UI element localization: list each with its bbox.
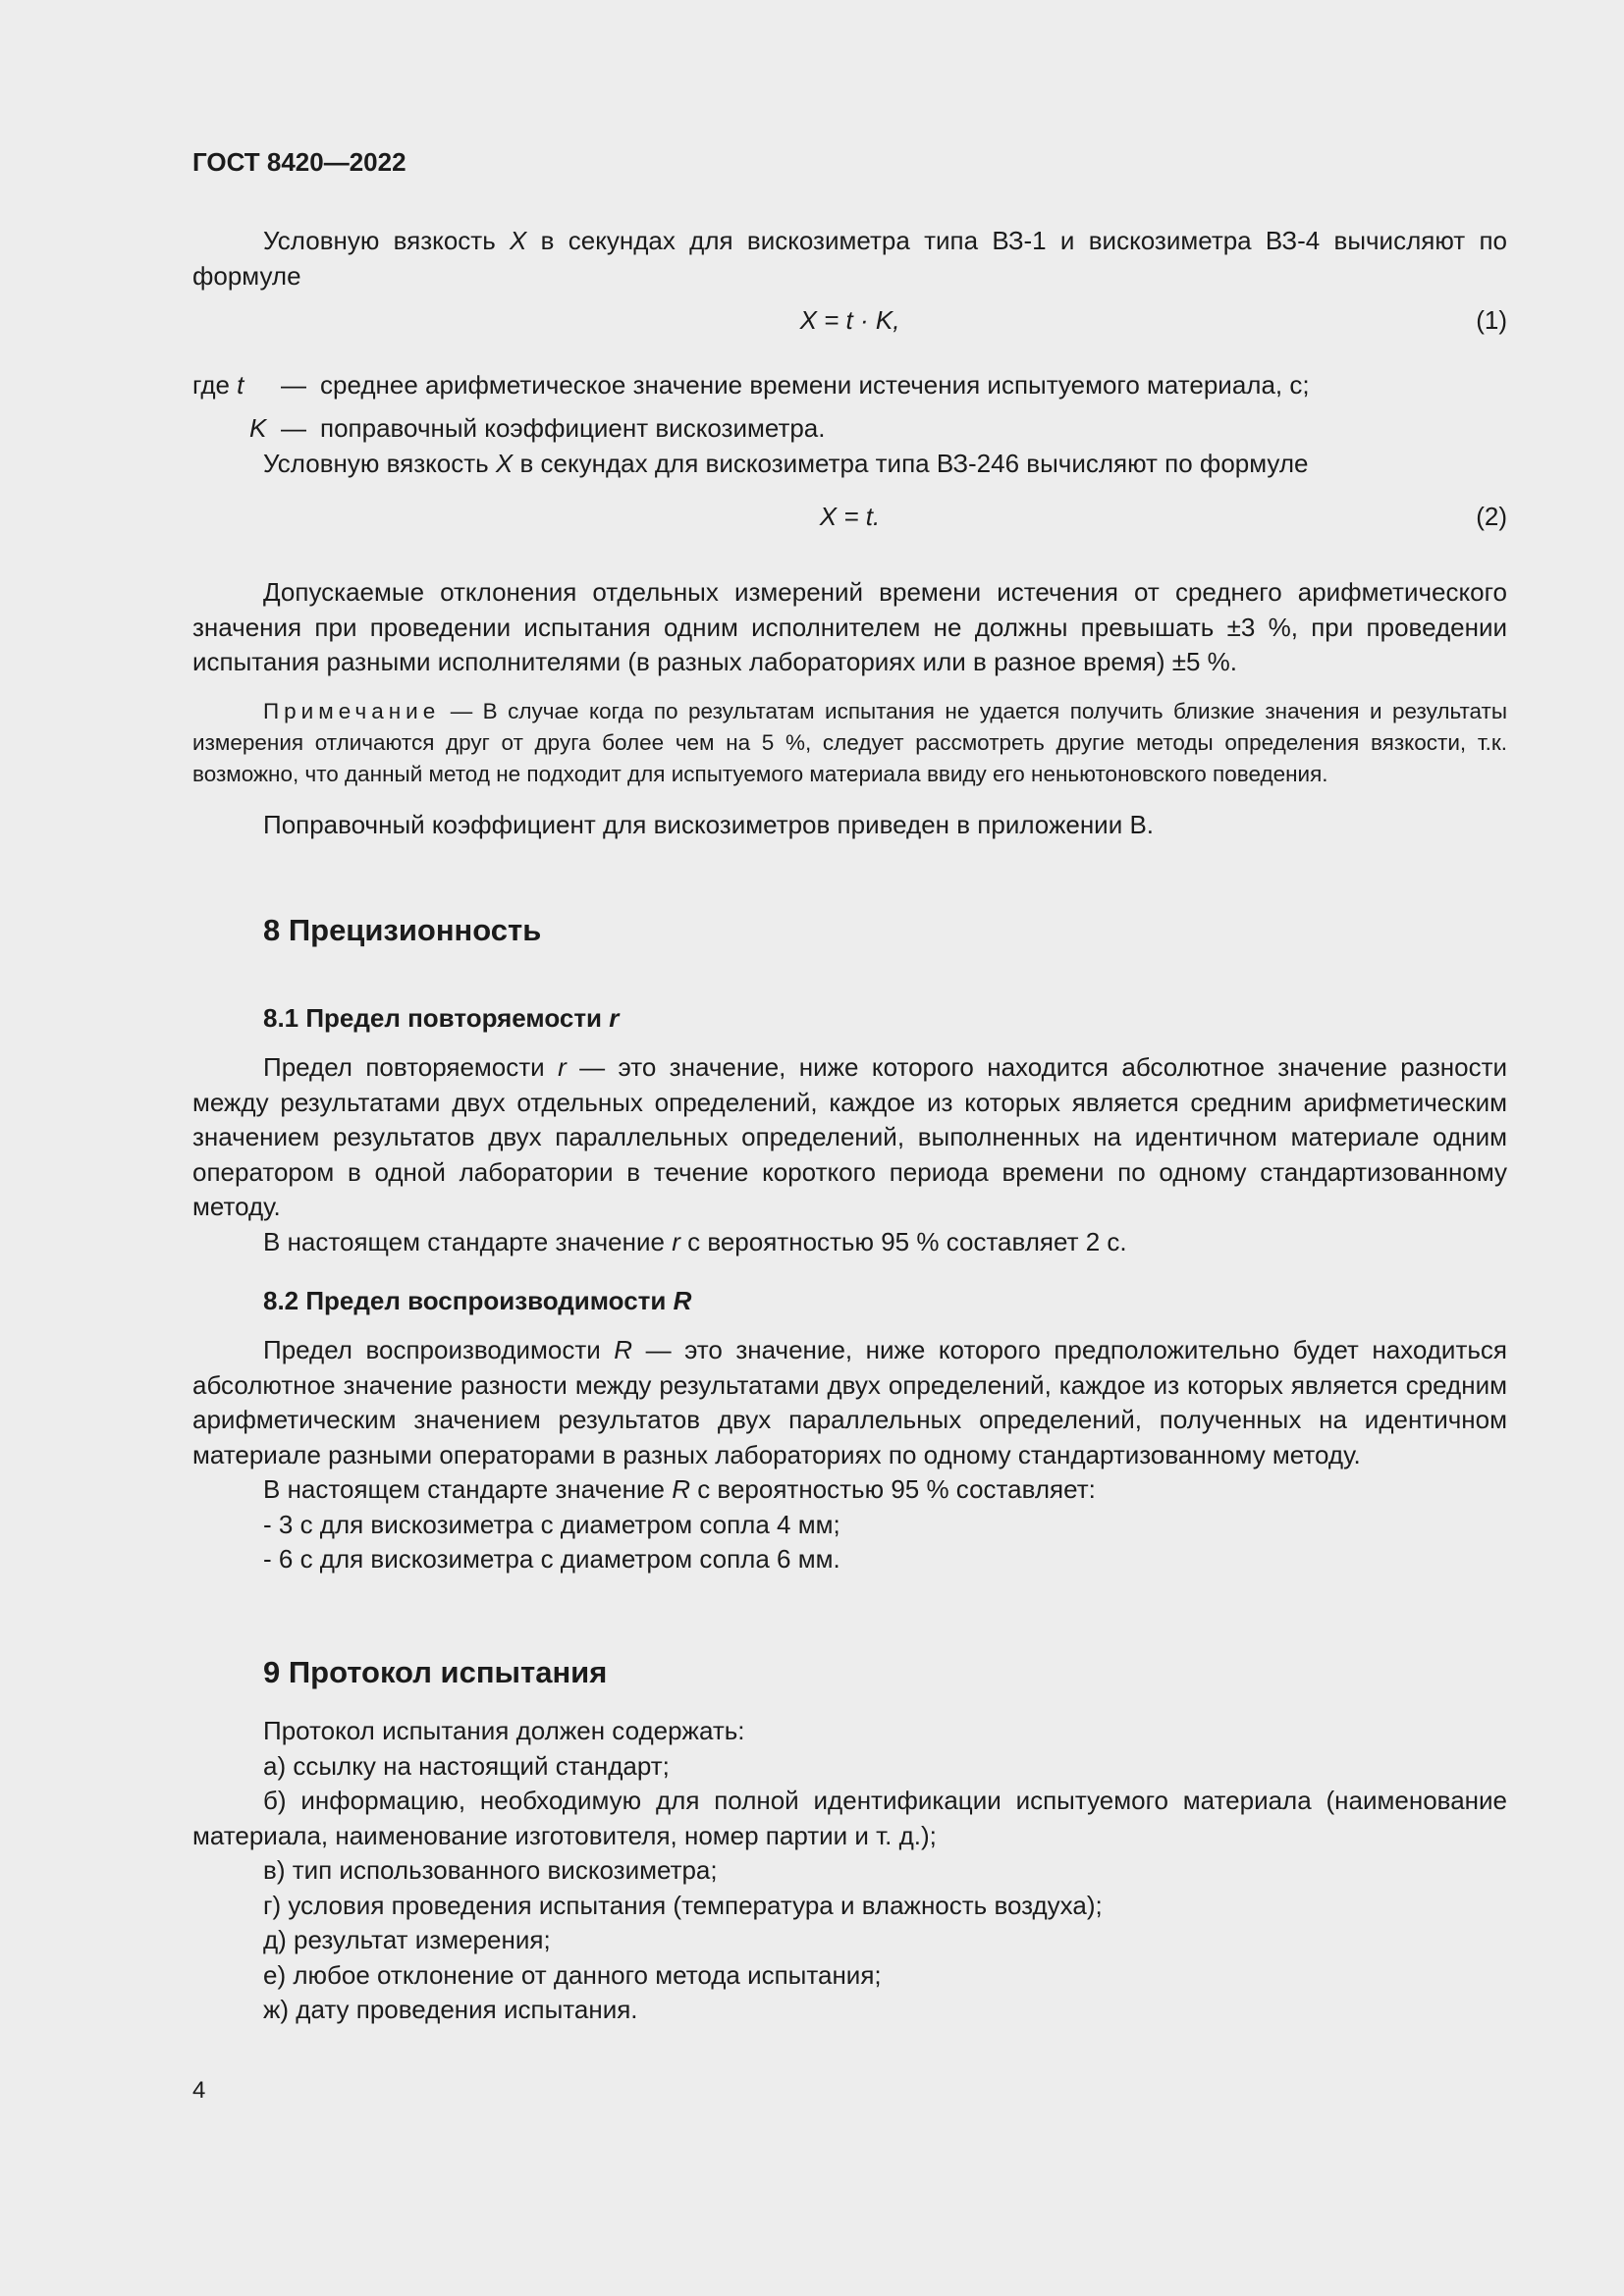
heading-text: 8.2 Предел воспроизводимости	[263, 1286, 674, 1315]
repeatability-value-paragraph	[192, 1225, 1507, 1260]
list-item: д) результат измерения;	[263, 1925, 551, 1954]
section-8-1-body	[192, 1050, 1507, 1259]
text-fragment: Предел повторяемости	[263, 1052, 559, 1082]
text-fragment: с вероятностью 95 % составляет:	[689, 1474, 1096, 1504]
variable: X	[510, 226, 527, 255]
document-header: ГОСТ 8420—2022	[192, 147, 406, 177]
page-number: 4	[192, 2077, 206, 2104]
list-item: ж) дату проведения испытания.	[263, 1995, 638, 2024]
section-8-2-body	[192, 1333, 1507, 1577]
variable: K	[249, 413, 267, 443]
note-text: — В случае когда по результатам испытания не удается получить близкие значения и результаты измерения отличаются друг от друга более чем на 5 %, следует рассмотреть другие методы определения вязкости, т.к. возможно, что данный метод не подходит для испытуемого материала ввиду его неньютоновского поведения.	[192, 698, 1507, 786]
note-label: Примечание	[263, 698, 441, 723]
reproducibility-value-paragraph	[192, 1472, 1507, 1508]
where-label	[192, 368, 244, 403]
list-item: в) тип использованного вискозиметра;	[263, 1855, 718, 1885]
text-fragment: в секундах для вискозиметра типа ВЗ-1 и вискозиметра ВЗ-4 вычисляют по формуле	[192, 226, 1507, 291]
equation-formula: X = t · K,	[799, 305, 900, 335]
formula-block	[192, 224, 1507, 535]
equation-number: (2)	[1476, 501, 1507, 531]
note-paragraph	[192, 696, 1507, 790]
reproducibility-paragraph	[192, 1333, 1507, 1472]
list-item: б) информацию, необходимую для полной идентификации испытуемого материала (наименование материала, наименование изготовителя, номер партии и т. д.);	[192, 1786, 1507, 1850]
formula-intro-paragraph	[192, 224, 1507, 294]
heading-text: 8.1 Предел повторяемости	[263, 1003, 610, 1033]
correction-paragraph: Поправочный коэффициент для вискозиметров приведен в приложении В.	[263, 809, 1155, 839]
variable: r	[672, 1226, 680, 1256]
text-fragment: В настоящем стандарте значение	[263, 1474, 673, 1504]
text-fragment: с вероятностью 95 % составляет 2 с.	[679, 1226, 1127, 1256]
equation-2	[192, 500, 1507, 535]
text-fragment: В настоящем стандарте значение	[263, 1226, 673, 1256]
where-text: среднее арифметическое значение времени истечения испытуемого материала, с;	[320, 370, 1310, 400]
deviation-block	[192, 575, 1507, 842]
where-dash: —	[281, 413, 306, 443]
text-fragment: в секундах для вискозиметра типа ВЗ-246 вычисляют по формуле	[513, 449, 1309, 478]
text-fragment: где	[192, 370, 238, 400]
text-fragment: Предел воспроизводимости	[263, 1335, 615, 1364]
repeatability-paragraph	[192, 1050, 1507, 1225]
text-fragment: Условную вязкость	[263, 226, 511, 255]
equation-formula: X = t.	[819, 501, 881, 531]
list-item: а) ссылку на настоящий стандарт;	[263, 1750, 670, 1781]
variable: r	[558, 1052, 567, 1082]
text-fragment: — это значение, ниже которого предположительно будет находиться абсолютное значение разности между результатами двух определений, каждое из которых является средним арифметическим значением результатов двух параллельных определений, полученных на идентичном материале разными операторами в разных лабораториях по одному стандартизованному методу.	[192, 1335, 1507, 1469]
section-8-2-heading	[192, 1284, 1578, 1319]
list-item: е) любое отклонение от данного метода испытания;	[263, 1959, 882, 1990]
list-item: - 6 с для вискозиметра с диаметром сопла 6 мм.	[263, 1544, 840, 1574]
protocol-intro: Протокол испытания должен содержать:	[263, 1716, 745, 1745]
equation-1	[192, 303, 1507, 339]
variable: r	[609, 1003, 620, 1033]
text-fragment: Условную вязкость	[263, 449, 496, 478]
section-8-1-heading	[192, 1001, 1578, 1037]
variable: X	[495, 449, 514, 478]
variable: R	[672, 1474, 690, 1504]
where-text: поправочный коэффициент вискозиметра.	[320, 413, 826, 443]
text-fragment: — это значение, ниже которого находится абсолютное значение разности между результатами двух отдельных определений, каждое из которых является средним арифметическим значением результатов двух параллельных определений, выполненных на идентичном материале одним оператором в одной лаборатории в течение короткого периода времени по одному стандартизованному методу.	[192, 1052, 1507, 1221]
where-row-k	[192, 411, 1507, 447]
list-item: г) условия проведения испытания (температура и влажность воздуха);	[263, 1890, 1103, 1920]
formula-intro-2-paragraph	[192, 447, 1507, 482]
equation-number: (1)	[1476, 305, 1507, 335]
variable: R	[673, 1286, 692, 1315]
list-item: - 3 с для вискозиметра с диаметром сопла 4 мм;	[263, 1509, 840, 1539]
section-9-heading: 9 Протокол испытания	[263, 1655, 608, 1689]
variable: R	[614, 1335, 633, 1364]
where-dash: —	[281, 370, 306, 400]
section-9-body	[192, 1714, 1507, 2028]
where-row-t	[192, 368, 1507, 403]
variable: t	[237, 370, 244, 400]
section-8-heading: 8 Прецизионность	[263, 913, 542, 947]
deviation-paragraph: Допускаемые отклонения отдельных измерений времени истечения от среднего арифметического значения при проведении испытания одним исполнителем не должны превышать ±3 %, при проведении испытания разными исполнителями (в разных лабораториях или в разное время) ±5 %.	[192, 577, 1507, 676]
